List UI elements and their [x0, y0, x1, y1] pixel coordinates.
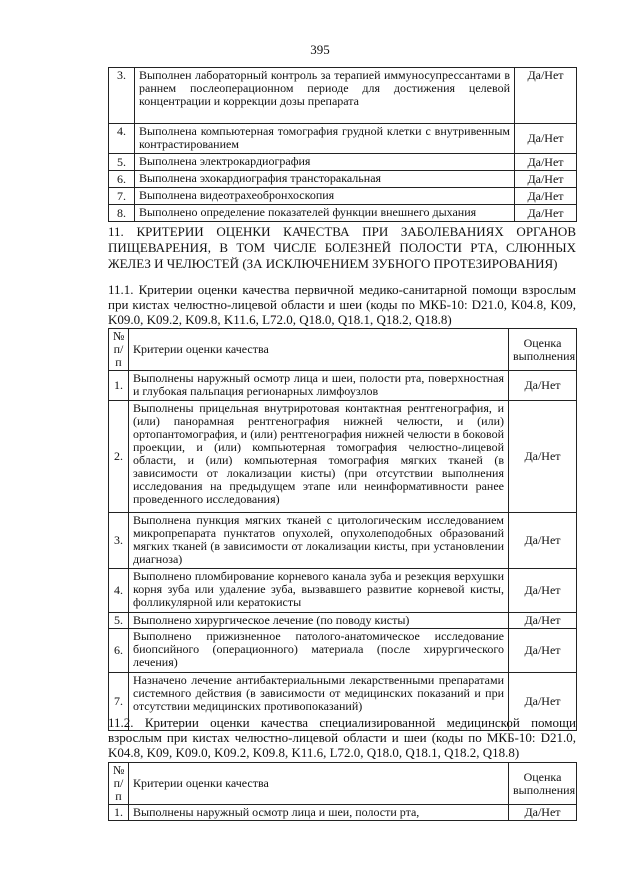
criteria-text: Выполнена пункция мягких тканей с цитологическим исследованием микропрепарата пунктатов опухолей, опухолеподобных образований мягких тканей (в зависимости от локализации кисты, при установлении диагноза)	[129, 513, 509, 569]
row-number: 7.	[109, 188, 135, 205]
row-number: 3.	[109, 513, 129, 569]
rating-cell: Да/Нет	[509, 371, 577, 401]
rating-cell: Да/Нет	[515, 205, 577, 222]
table-header-row	[109, 763, 577, 805]
row-number: 1.	[109, 371, 129, 401]
rating-cell: Да/Нет	[509, 513, 577, 569]
table-row	[109, 805, 577, 821]
row-number: 5.	[109, 613, 129, 629]
page-number: 395	[310, 42, 330, 57]
table-row	[109, 629, 577, 673]
table-row	[109, 154, 577, 171]
rating-cell: Да/Нет	[509, 569, 577, 613]
row-number: 7.	[109, 673, 129, 731]
table-header-row	[109, 329, 577, 371]
table-row	[109, 569, 577, 613]
criteria-table-continued	[108, 67, 577, 222]
row-number: 8.	[109, 205, 135, 222]
header-criteria: Критерии оценки качества	[129, 329, 509, 371]
criteria-text: Выполнена электрокардиография	[135, 154, 515, 171]
table-row	[109, 68, 577, 124]
rating-cell: Да/Нет	[509, 805, 577, 821]
rating-cell: Да/Нет	[509, 673, 577, 731]
header-number: № п/п	[109, 329, 129, 371]
table-row	[109, 205, 577, 222]
subsection-11-1-paragraph: 11.1. Критерии оценки качества первичной медико-санитарной помощи взрослым при кистах челюстно-лицевой области и шеи (коды по МКБ-10: D21.0, K04.8, K09, K09.0, K09.2, K09.8, K11.6, L72.0, Q18.0, Q18.1, Q18.2, Q18.8)	[108, 282, 576, 327]
criteria-text: Назначено лечение антибактериальными лекарственными препаратами системного действия (в зависимости от медицинских показаний и при отсутствии медицинских противопоказаний)	[129, 673, 509, 731]
header-rating: Оценка выполнения	[509, 763, 577, 805]
row-number: 4.	[109, 569, 129, 613]
criteria-text: Выполнены наружный осмотр лица и шеи, полости рта,	[129, 805, 509, 821]
rating-cell: Да/Нет	[509, 401, 577, 513]
criteria-text: Выполнена видеотрахеобронхоскопия	[135, 188, 515, 205]
row-number: 2.	[109, 401, 129, 513]
criteria-text: Выполнена эхокардиография трансторакальная	[135, 171, 515, 188]
table-row	[109, 401, 577, 513]
rating-cell: Да/Нет	[515, 154, 577, 171]
criteria-text: Выполнено прижизненное патолого-анатомическое исследование биопсийного (операционного) материала (после хирургического лечения)	[129, 629, 509, 673]
criteria-text: Выполнены прицельная внутриротовая контактная рентгенография, и (или) панорамная рентгенография нижней челюсти, и (или) ортопантомография, и (или) рентгенография нижней челюсти в боковой проекции, и (или) компьютерная томография челюстно-лицевой области, и (или) компьютерная томография мягких тканей (в зависимости от локализации кисты) (при отсутствии выполнения исследования на предыдущем этапе или неинформативности ранее проведенного исследования)	[129, 401, 509, 513]
criteria-text: Выполнено определение показателей функции внешнего дыхания	[135, 205, 515, 222]
row-number: 6.	[109, 629, 129, 673]
rating-cell: Да/Нет	[509, 613, 577, 629]
header-rating: Оценка выполнения	[509, 329, 577, 371]
criteria-text: Выполнен лабораторный контроль за терапией иммуносупрессантами в раннем послеоперационном периоде для достижения целевой концентрации и коррекции дозы препарата	[135, 68, 515, 124]
table-row	[109, 188, 577, 205]
rating-cell: Да/Нет	[515, 188, 577, 205]
criteria-text: Выполнено пломбирование корневого канала зуба и резекция верхушки корня зуба или удаление зуба, вызвавшего развитие корневой кисты, фолликулярной или кератокисты	[129, 569, 509, 613]
header-criteria: Критерии оценки качества	[129, 763, 509, 805]
criteria-table-11-2	[108, 762, 577, 821]
rating-cell: Да/Нет	[515, 68, 577, 124]
table-row	[109, 171, 577, 188]
criteria-text: Выполнена компьютерная томография грудной клетки с внутривенным контрастированием	[135, 124, 515, 154]
row-number: 5.	[109, 154, 135, 171]
rating-cell: Да/Нет	[515, 171, 577, 188]
rating-cell: Да/Нет	[515, 124, 577, 154]
rating-cell: Да/Нет	[509, 629, 577, 673]
row-number: 3.	[109, 68, 135, 124]
subsection-11-2-paragraph: 11.2. Критерии оценки качества специализированной медицинской помощи взрослым при кистах челюстно-лицевой области и шеи (коды по МКБ-10: D21.0, K04.8, K09, K09.0, K09.2, K09.8, K11.6, L72.0, Q18.0, Q18.1, Q18.2, Q18.8)	[108, 715, 576, 760]
criteria-table-11-1	[108, 328, 577, 731]
row-number: 1.	[109, 805, 129, 821]
header-number: № п/п	[109, 763, 129, 805]
criteria-text: Выполнено хирургическое лечение (по поводу кисты)	[129, 613, 509, 629]
table-row	[109, 613, 577, 629]
section-heading: 11. КРИТЕРИИ ОЦЕНКИ КАЧЕСТВА ПРИ ЗАБОЛЕВАНИЯХ ОРГАНОВ ПИЩЕВАРЕНИЯ, В ТОМ ЧИСЛЕ БОЛЕЗНЕЙ ПОЛОСТИ РТА, СЛЮННЫХ ЖЕЛЕЗ И ЧЕЛЮСТЕЙ (ЗА ИСКЛЮЧЕНИЕМ ЗУБНОГО ПРОТЕЗИРОВАНИЯ)	[108, 224, 576, 271]
row-number: 6.	[109, 171, 135, 188]
table-row	[109, 124, 577, 154]
criteria-text: Выполнены наружный осмотр лица и шеи, полости рта, поверхностная и глубокая пальпация регионарных лимфоузлов	[129, 371, 509, 401]
table-row	[109, 513, 577, 569]
row-number: 4.	[109, 124, 135, 154]
table-row	[109, 371, 577, 401]
